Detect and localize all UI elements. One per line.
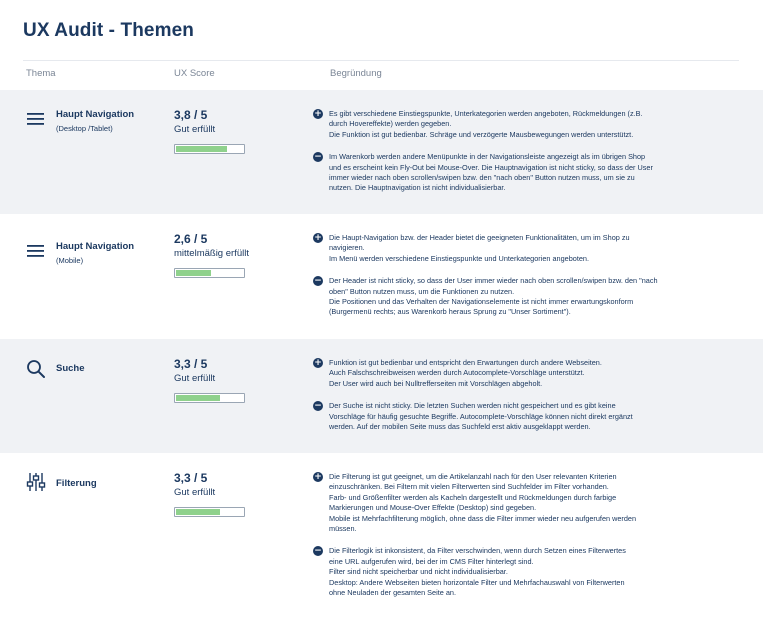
table-row [0, 453, 763, 618]
topic-cell [26, 472, 97, 492]
minus-circle-icon: − [314, 401, 322, 412]
header-score: UX Score [174, 68, 215, 79]
negative-point [313, 401, 735, 432]
positive-point [313, 109, 735, 140]
positive-point [313, 233, 735, 264]
minus-circle-icon: − [314, 152, 322, 163]
score-bar [174, 393, 245, 403]
topic-name: Haupt Navigation [56, 241, 135, 252]
table-header [0, 68, 763, 84]
negative-point [313, 152, 735, 194]
positive-point [313, 358, 735, 389]
score-cell [174, 232, 249, 278]
score-value: 3,8 / 5 [174, 108, 208, 122]
topic-sub: (Mobile) [56, 255, 84, 265]
reason-cell [313, 472, 735, 598]
positive-text: Die Filterung ist gut geeignet, um die Artikelanzahl nach für den User relevanten Kriterien einzuschränken. Bei Filtern mit vielen Filterwerten sind Suchfelder im Filter vorhanden. Farb- und Größenfilter werden als Kacheln dargestellt und Rückmeldungen durch farbige Markierungen und Mouse-Over Effekte (Desktop) sind gegeben. Mobile ist Mehrfachfilterung möglich, ohne dass die Filter immer wieder neu aufgerufen werden müssen. [329, 472, 637, 534]
score-value: 3,3 / 5 [174, 357, 208, 371]
positive-text: Die Haupt-Navigation bzw. der Header bietet die geeigneten Funktionalitäten, um im Shop zu navigieren. Im Menü werden verschiedene Einstiegspunkte und Unterkategorien angeboten. [329, 233, 630, 263]
score-value: 2,6 / 5 [174, 232, 208, 246]
topic-cell [26, 359, 85, 379]
score-bar [174, 507, 245, 517]
score-value: 3,3 / 5 [174, 471, 208, 485]
search-icon [26, 359, 46, 379]
score-fill [176, 146, 227, 152]
score-cell [174, 108, 245, 154]
negative-text: Der Suche ist nicht sticky. Die letzten Suchen werden nicht gespeichert und es gibt keine Vorschläge für häufig gesuchte Begriffe. Autocomplete-Vorschläge können nicht direkt ergänzt werden. Auf der mobilen Seite muss das Suchfeld erst aktiv ausgeklappt werden. [329, 401, 633, 432]
score-label: mittelmäßig erfüllt [174, 248, 249, 259]
negative-text: Der Header ist nicht sticky, so dass der User immer wieder nach oben scrollen/swipen bzw. den "nach oben" Button nutzen muss, um die Funktionen zu nutzen. Die Positionen und das Verhalten der Navigationselemente ist nicht immer erwartungskonform (Burgermenü rechts; aus Warenkorb heraus Sprung zu "Unser Sortiment"). [329, 276, 658, 317]
negative-point [313, 546, 735, 598]
hamburger-menu-icon [26, 109, 46, 129]
header-reason: Begründung [330, 68, 382, 79]
plus-circle-icon: + [314, 109, 322, 119]
topic-cell [26, 241, 134, 265]
score-label: Gut erfüllt [174, 124, 216, 135]
score-fill [176, 270, 211, 276]
filter-sliders-icon [26, 472, 46, 492]
negative-text: Die Filterlogik ist inkonsistent, da Filter verschwinden, wenn durch Setzen eines Filterwertes eine URL aufgerufen wird, bei der im CMS Filter hinterlegt sind. Filter sind nicht speicherbar und nicht individualisierbar. Desktop: Andere Webseiten bieten horizontale Filter und Mehrfachauswahl von Filterwerten ohne Neuladen der gesamten Seite an. [329, 546, 626, 598]
topic-name: Filterung [56, 478, 97, 489]
score-bar [174, 268, 245, 278]
reason-cell [313, 233, 735, 318]
score-label: Gut erfüllt [174, 373, 216, 384]
positive-point [313, 472, 735, 534]
score-fill [176, 509, 220, 515]
plus-circle-icon: + [314, 472, 322, 482]
negative-point [313, 276, 735, 318]
page-title: UX Audit - Themen [23, 20, 194, 41]
score-label: Gut erfüllt [174, 487, 216, 498]
reason-cell [313, 358, 735, 432]
minus-circle-icon: − [314, 546, 322, 557]
table-row [0, 214, 763, 339]
topic-cell [26, 109, 134, 133]
positive-text: Funktion ist gut bedienbar und entspricht den Erwartungen durch andere Webseiten. Auch Falschschreibweisen werden durch Autocomplete-Vorschläge unterstützt. Der User wird auch bei Nulltrefferseiten mit Vorschlägen abgeholt. [329, 358, 602, 388]
header-topic: Thema [26, 68, 56, 79]
table-row [0, 339, 763, 453]
topic-name: Haupt Navigation [56, 109, 135, 120]
score-bar [174, 144, 245, 154]
score-fill [176, 395, 220, 401]
table-row [0, 90, 763, 214]
reason-cell [313, 109, 735, 194]
plus-circle-icon: + [314, 233, 322, 243]
hamburger-menu-icon [26, 241, 46, 261]
positive-text: Es gibt verschiedene Einstiegspunkte, Unterkategorien werden angeboten, Rückmeldungen (z.B. durch Hovereffekte) werden gegeben. Die Funktion ist gut bedienbar. Schräge und verzögerte Mausbewegungen werden unterstützt. [329, 109, 643, 139]
score-cell [174, 357, 245, 403]
title-divider [23, 60, 739, 61]
score-cell [174, 471, 245, 517]
negative-text: Im Warenkorb werden andere Menüpunkte in der Navigationsleiste angezeigt als im übrigen Shop und es erscheint kein Fly-Out bei Mouse-Over. Die Hauptnavigation ist nicht sticky, so dass der User immer wieder nach oben scrollen/swipen bzw. den "nach oben" Button nutzen muss, um sie zu nutzen. Die Hauptnavigation ist nicht individualisierbar. [329, 152, 653, 193]
plus-circle-icon: + [314, 358, 322, 368]
topic-name: Suche [56, 363, 85, 374]
minus-circle-icon: − [314, 276, 322, 287]
topic-sub: (Desktop /Tablet) [56, 123, 113, 133]
